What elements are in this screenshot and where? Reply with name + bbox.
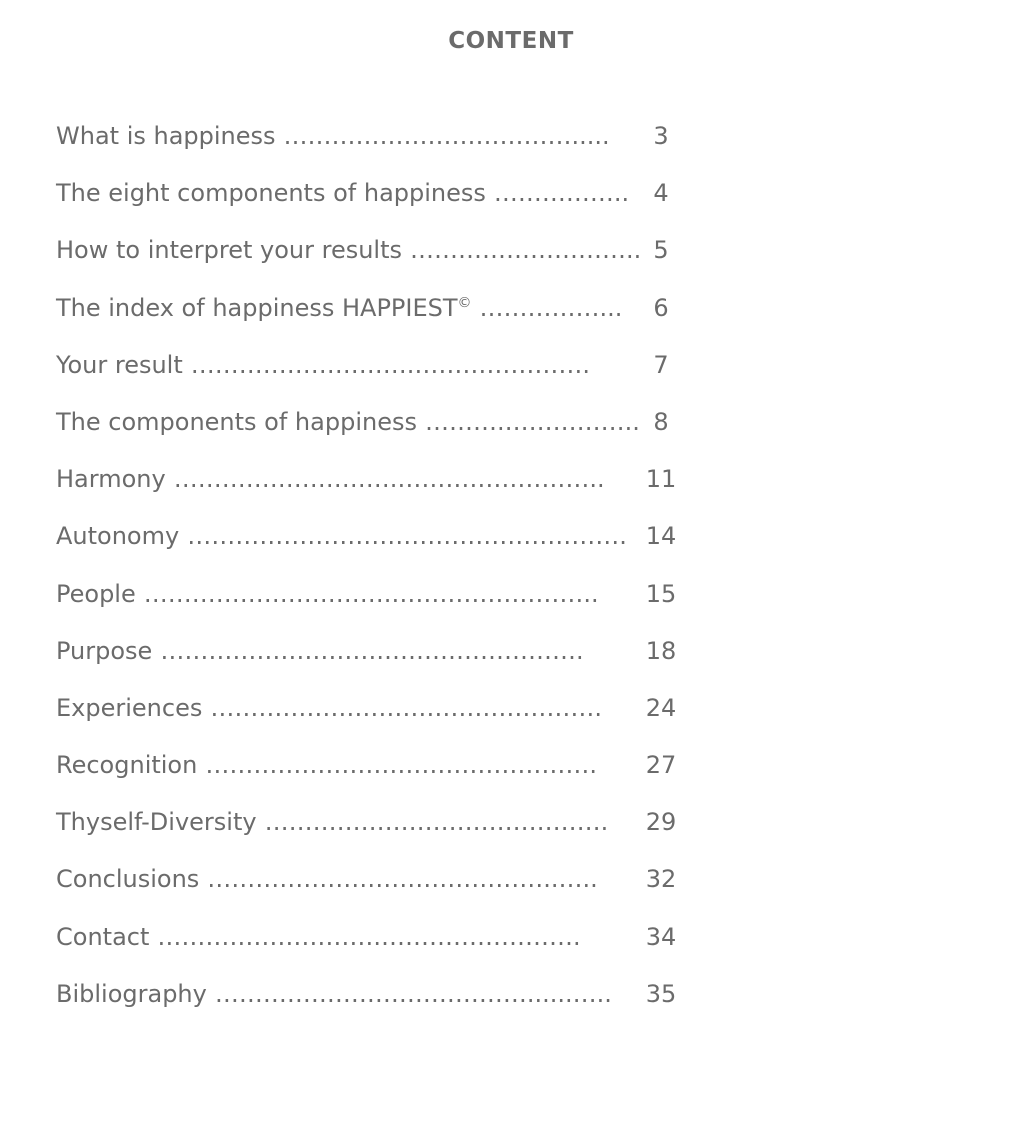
toc-entry-autonomy[interactable] <box>56 518 696 575</box>
toc-entry-recognition[interactable] <box>56 747 696 804</box>
toc-entry-label: Conclusions <box>56 865 200 894</box>
toc-entry-purpose[interactable] <box>56 633 696 690</box>
toc-entry-label <box>56 290 472 326</box>
toc-page-number: 27 <box>645 751 677 780</box>
toc-entry-label: Experiences <box>56 693 203 722</box>
toc-entry-label: Harmony <box>56 465 166 494</box>
toc-entry-bibliography[interactable] <box>56 976 696 1033</box>
toc-page-number: 14 <box>645 522 677 551</box>
toc-entry-eight-components[interactable] <box>56 175 696 232</box>
toc-leader-dots: ……………... <box>479 293 623 322</box>
toc-page-number: 5 <box>653 236 669 265</box>
toc-entry-people[interactable] <box>56 576 696 633</box>
toc-page-number: 15 <box>645 579 677 608</box>
toc-entry-label: Autonomy <box>56 522 180 551</box>
toc-page-number: 6 <box>653 293 669 322</box>
table-of-contents <box>56 118 696 1033</box>
toc-entry-your-result[interactable] <box>56 347 696 404</box>
toc-entry-conclusions[interactable] <box>56 861 696 918</box>
toc-entry-what-is-happiness[interactable] <box>56 118 696 175</box>
toc-entry-experiences[interactable] <box>56 690 696 747</box>
toc-leader-dots: ………………………………..... <box>283 122 610 150</box>
toc-page-number: 18 <box>645 636 677 665</box>
toc-entry-label: Thyself-Diversity <box>56 808 257 837</box>
toc-entry-index-of-happiness[interactable] <box>56 290 696 347</box>
toc-page-number: 24 <box>645 693 677 722</box>
toc-leader-dots: …………………………………......….. <box>214 979 612 1008</box>
toc-entry-label-text: The index of happiness HAPPIEST <box>56 293 458 322</box>
toc-entry-label: The eight components of happiness <box>56 179 486 208</box>
toc-leader-dots: …………………………………………. <box>205 751 597 780</box>
toc-leader-dots: ……………………………………. <box>264 808 609 837</box>
toc-page-number: 11 <box>645 465 677 494</box>
toc-leader-dots: ………………………………………………. <box>187 522 627 551</box>
toc-entry-label: People <box>56 579 136 608</box>
toc-entry-thyself-diversity[interactable] <box>56 804 696 861</box>
toc-entry-label: Contact <box>56 922 150 951</box>
toc-entry-label: Recognition <box>56 751 198 780</box>
toc-leader-dots: ……………………….…………………….. <box>173 465 605 494</box>
toc-page-number: 32 <box>645 865 677 894</box>
toc-page-number: 4 <box>653 179 669 208</box>
toc-page-number: 34 <box>645 922 677 951</box>
toc-entry-label: Your result <box>56 350 183 379</box>
toc-entry-interpret-results[interactable] <box>56 232 696 289</box>
toc-entry-contact[interactable] <box>56 919 696 976</box>
toc-leader-dots: ……….…………….. <box>424 407 640 436</box>
toc-leader-dots: ……………………………………..….. <box>207 865 598 894</box>
toc-entry-label: Bibliography <box>56 979 207 1008</box>
copyright-mark: © <box>457 294 472 311</box>
toc-leader-dots: …………………………………………. <box>210 693 602 722</box>
toc-page-number: 29 <box>645 808 677 837</box>
toc-entry-components-of-happiness[interactable] <box>56 404 696 461</box>
toc-leader-dots: ……………………….……………………. <box>160 636 584 665</box>
toc-leader-dots: …………….. <box>493 179 630 208</box>
toc-entry-label: The components of happiness <box>56 407 417 436</box>
toc-page-number: 3 <box>653 122 669 150</box>
toc-page-number: 35 <box>645 979 677 1008</box>
toc-entry-label: How to interpret your results <box>56 236 403 265</box>
toc-entry-harmony[interactable] <box>56 461 696 518</box>
toc-leader-dots: ……………………….…………………. <box>190 350 591 379</box>
toc-leader-dots: ……………………….. <box>410 236 642 265</box>
toc-page-number: 7 <box>653 350 669 379</box>
toc-entry-label: What is happiness <box>56 122 276 150</box>
toc-leader-dots: ………………………….…………………….. <box>143 579 599 608</box>
toc-leader-dots: ……………………….……………………. <box>157 922 581 951</box>
toc-page-number: 8 <box>653 407 669 436</box>
page-title: CONTENT <box>448 28 574 54</box>
toc-entry-label: Purpose <box>56 636 153 665</box>
